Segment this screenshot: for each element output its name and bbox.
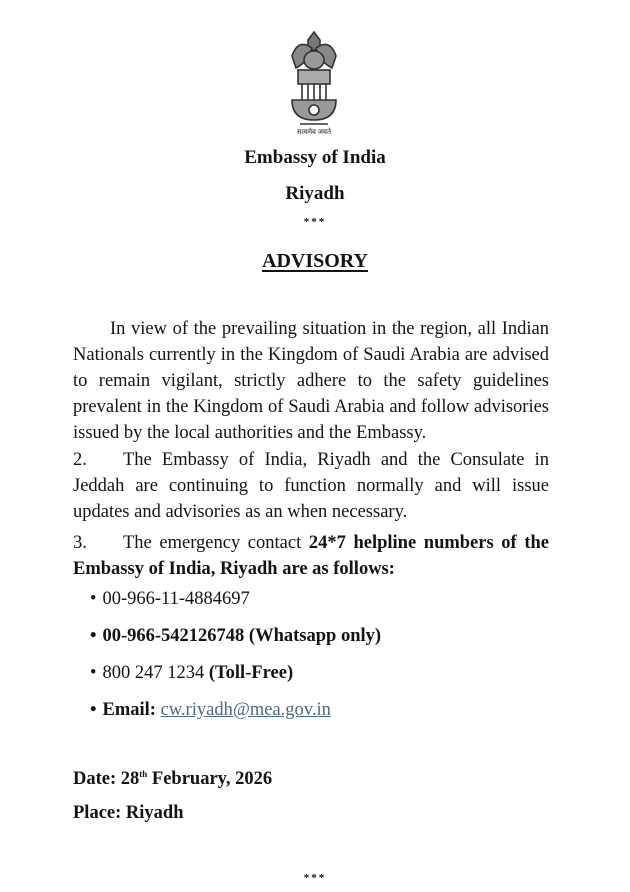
paragraph-2-text: The Embassy of India, Riyadh and the Consulate in Jeddah are continuing to function normally and will issue updates and advisories as an when necessary. <box>73 450 549 522</box>
date-line <box>73 769 272 790</box>
place-line <box>73 803 183 824</box>
list-item <box>90 586 381 623</box>
embassy-name: Embassy of India <box>244 147 386 168</box>
national-emblem-icon <box>278 28 350 140</box>
paragraph-3 <box>73 530 549 582</box>
date-label: Date: <box>73 769 117 790</box>
paragraph-1: In view of the prevailing situation in the region, all Indian Nationals currently in the Kingdom of Saudi Arabia are advised to remain vigilant, strictly adhere to the safety guidelines prevalent in the Kingdom of Saudi Arabia and follow advisories issued by the local authorities and the Embassy. <box>73 319 549 443</box>
date-day: 28 <box>120 769 140 790</box>
date-rest: February, 2026 <box>151 769 273 790</box>
toll-free-number: 800 247 1234 <box>102 663 205 683</box>
end-mark: *** <box>303 872 327 884</box>
advisory-title: ADVISORY <box>262 250 368 272</box>
list-item <box>90 660 381 697</box>
bullet-icon: • <box>90 663 97 683</box>
header-separator: *** <box>303 216 327 228</box>
whatsapp-number: 00-966-542126748 (Whatsapp only) <box>102 626 382 646</box>
bullet-icon: • <box>90 626 97 646</box>
place-label: Place: <box>73 803 122 823</box>
email-link[interactable]: cw.riyadh@mea.gov.in <box>160 700 331 720</box>
email-label: Email: <box>102 700 156 720</box>
toll-free-note: (Toll-Free) <box>208 663 294 683</box>
paragraph-2 <box>73 447 549 525</box>
place-value: Riyadh <box>125 803 184 823</box>
national-emblem <box>278 28 350 140</box>
contact-list <box>90 586 381 734</box>
paragraph-3-number: 3. <box>73 533 87 553</box>
paragraph-2-number: 2. <box>73 450 87 470</box>
bullet-icon: • <box>90 700 97 720</box>
paragraph-3-bold-text: 24*7 helpline numbers of the Embassy of India, Riyadh are as follows: <box>73 533 549 579</box>
paragraph-3-text: The emergency contact <box>123 533 309 553</box>
phone-number: 00-966-11-4884697 <box>102 589 250 609</box>
emblem-motto: सत्यमेव जयते <box>297 128 331 136</box>
bullet-icon: • <box>90 589 97 609</box>
date-suffix: th <box>139 769 148 779</box>
embassy-city: Riyadh <box>285 183 345 204</box>
list-item <box>90 697 381 734</box>
list-item <box>90 623 381 660</box>
